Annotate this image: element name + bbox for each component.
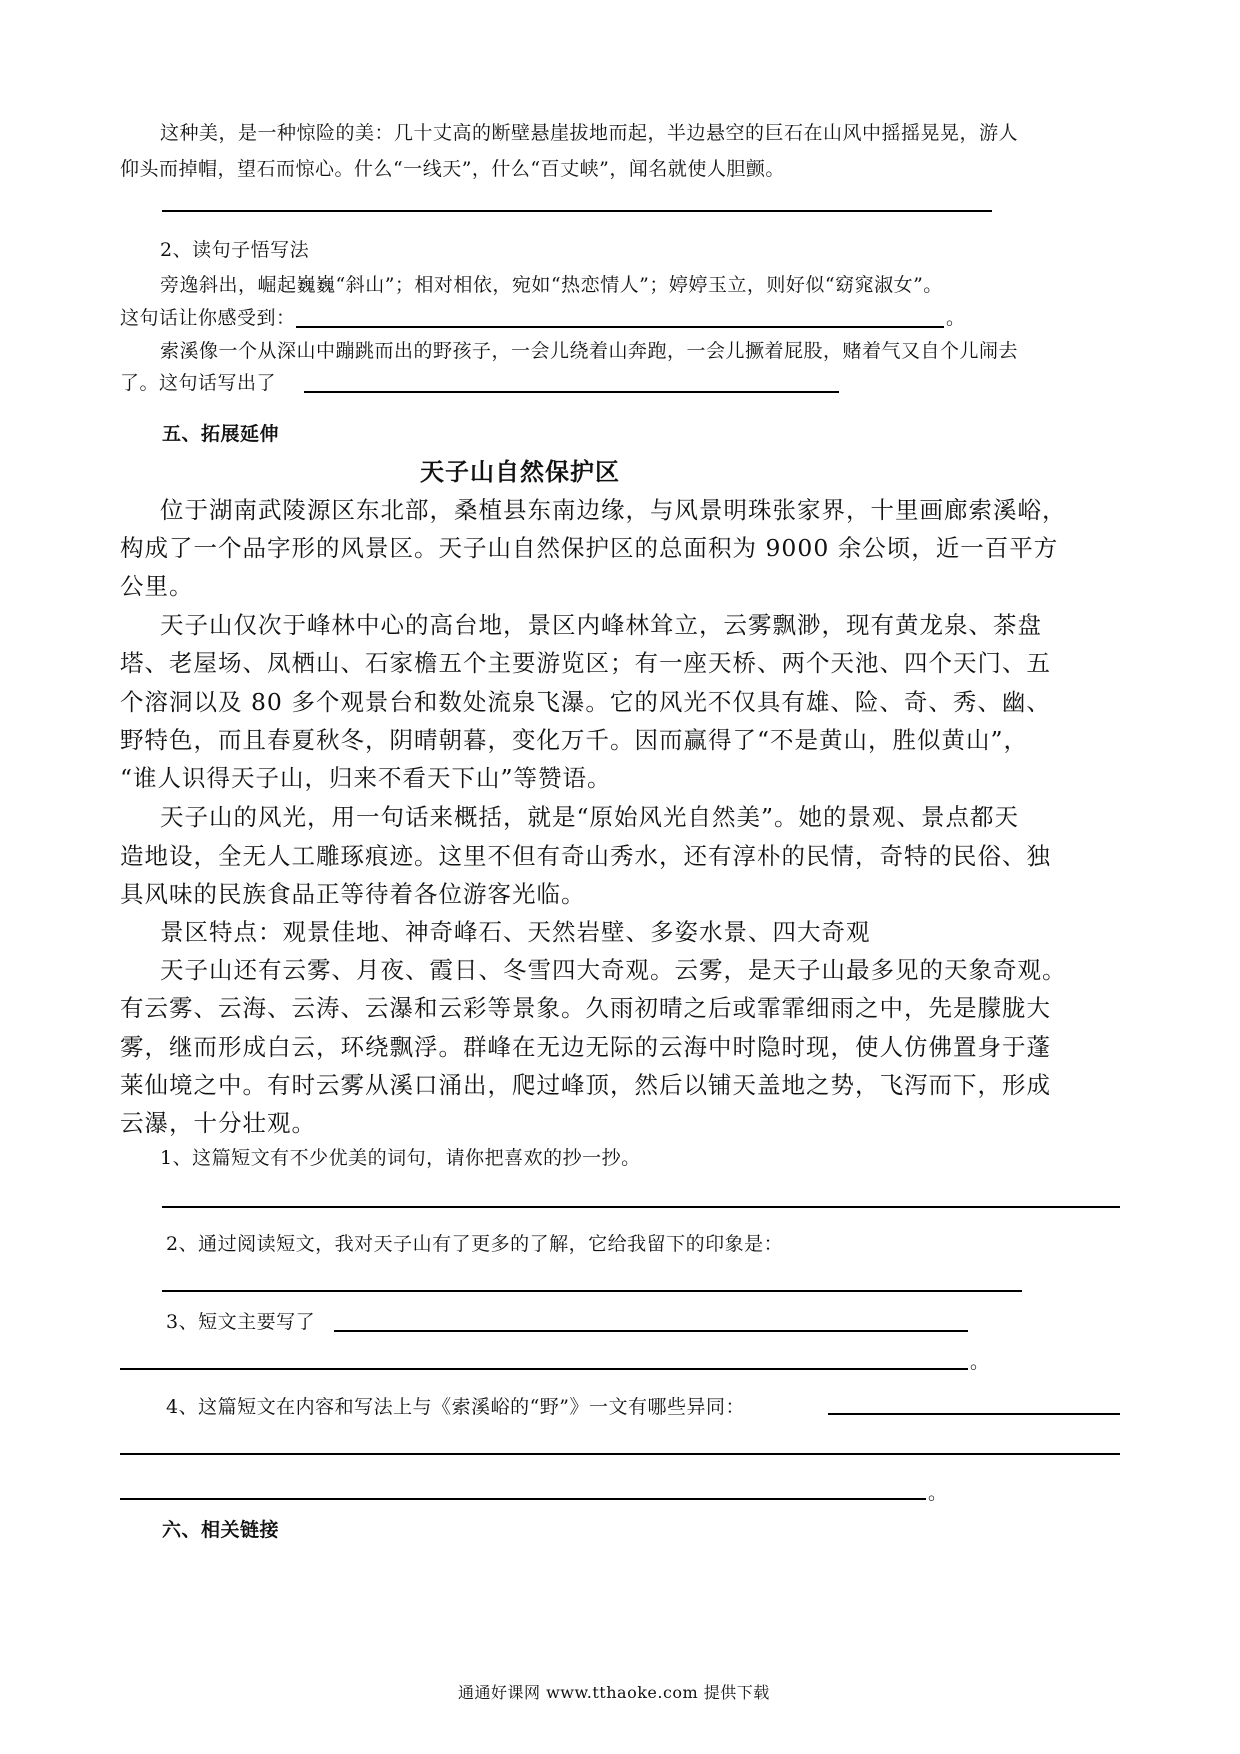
- article-line: 有云雾、云海、云涛、云瀑和云彩等景象。久雨初晴之后或霏霏细雨之中，先是朦胧大: [120, 994, 1051, 1022]
- answer-line[interactable]: [120, 1453, 1120, 1455]
- article-line: 天子山的风光，用一句话来概括，就是“原始风光自然美”。她的景观、景点都天: [160, 803, 1020, 831]
- answer-line[interactable]: [120, 1498, 926, 1500]
- article-line: 天子山还有云雾、月夜、霞日、冬雪四大奇观。云雾，是天子山最多见的天象奇观。: [160, 956, 1067, 984]
- article-line: 构成了一个品字形的风景区。天子山自然保护区的总面积为 9000 余公顷，近一百平方: [120, 534, 1059, 562]
- section-5-heading: 五、拓展延伸: [162, 423, 280, 445]
- question-3: 3、短文主要写了: [166, 1311, 316, 1333]
- passage-line-1: 这种美，是一种惊险的美：几十丈高的断壁悬崖拔地而起，半边悬空的巨石在山风中摇摇晃晃，游人: [160, 122, 1019, 144]
- sentence-2-line-1: 索溪像一个从深山中蹦跳而出的野孩子，一会儿绕着山奔跑，一会儿撅着屁股，赌着气又自个儿闹去: [160, 340, 1019, 362]
- section-6-heading: 六、相关链接: [162, 1519, 280, 1541]
- answer-line[interactable]: [296, 326, 944, 328]
- sentence-2-line-2: 了。这句话写出了: [120, 372, 277, 394]
- question-2-heading: 2、读句子悟写法: [160, 239, 310, 261]
- article-line: 云瀑，十分壮观。: [120, 1109, 316, 1137]
- sentence-1: 旁逸斜出，崛起巍巍“斜山”；相对相依，宛如“热恋情人”；婷婷玉立，则好似“窈窕淑女”。: [160, 274, 943, 296]
- end-mark: 。: [970, 1351, 990, 1373]
- article-line: 莱仙境之中。有时云雾从溪口涌出，爬过峰顶，然后以铺天盖地之势，飞泻而下，形成: [120, 1071, 1051, 1099]
- answer-line[interactable]: [162, 1206, 1120, 1208]
- article-line: 雾，继而形成白云，环绕飘浮。群峰在无边无际的云海中时隐时现，使人仿佛置身于蓬: [120, 1033, 1051, 1061]
- answer-line[interactable]: [162, 1290, 1022, 1292]
- article-line: 野特色，而且春夏秋冬，阴晴朝暮，变化万千。因而赢得了“不是黄山，胜似黄山”，: [120, 726, 1029, 754]
- answer-line[interactable]: [828, 1413, 1120, 1415]
- article-line: 造地设，全无人工雕琢痕迹。这里不但有奇山秀水，还有淳朴的民情，奇特的民俗、独: [120, 842, 1051, 870]
- footer-credit: 通通好课网 www.tthaoke.com 提供下载: [458, 1683, 770, 1702]
- end-mark: 。: [928, 1482, 948, 1504]
- passage-line-2: 仰头而掉帽，望石而惊心。什么“一线天”，什么“百丈峡”，闻名就使人胆颤。: [120, 158, 785, 180]
- article-line: 位于湖南武陵源区东北部，桑植县东南边缘，与风景明珠张家界，十里画廊索溪峪，: [160, 496, 1067, 524]
- article-line: 天子山仅次于峰林中心的高台地，景区内峰林耸立，云雾飘渺，现有黄龙泉、茶盘: [160, 611, 1042, 639]
- article-line: 景区特点：观景佳地、神奇峰石、天然岩壁、多姿水景、四大奇观: [160, 918, 871, 946]
- prompt-feeling: 这句话让你感受到：: [120, 307, 296, 329]
- article-line: 塔、老屋场、凤栖山、石家檐五个主要游览区；有一座天桥、两个天池、四个天门、五: [120, 649, 1051, 677]
- article-line: 公里。: [120, 572, 194, 600]
- end-mark: 。: [946, 307, 966, 329]
- article-line: 具风味的民族食品正等待着各位游客光临。: [120, 880, 586, 908]
- answer-line[interactable]: [334, 1330, 968, 1332]
- article-title: 天子山自然保护区: [420, 457, 620, 486]
- question-4: 4、这篇短文在内容和写法上与《索溪峪的“野”》一文有哪些异同：: [166, 1396, 746, 1418]
- answer-line[interactable]: [120, 1368, 968, 1370]
- answer-line[interactable]: [304, 391, 839, 393]
- question-1: 1、这篇短文有不少优美的词句，请你把喜欢的抄一抄。: [160, 1147, 641, 1169]
- article-line: 个溶洞以及 80 多个观景台和数处流泉飞瀑。它的风光不仅具有雄、险、奇、秀、幽、: [120, 688, 1051, 716]
- answer-line[interactable]: [162, 210, 992, 212]
- question-2: 2、通过阅读短文，我对天子山有了更多的了解，它给我留下的印象是：: [166, 1233, 784, 1255]
- article-line: “谁人识得天子山，归来不看天下山”等赞语。: [120, 764, 612, 792]
